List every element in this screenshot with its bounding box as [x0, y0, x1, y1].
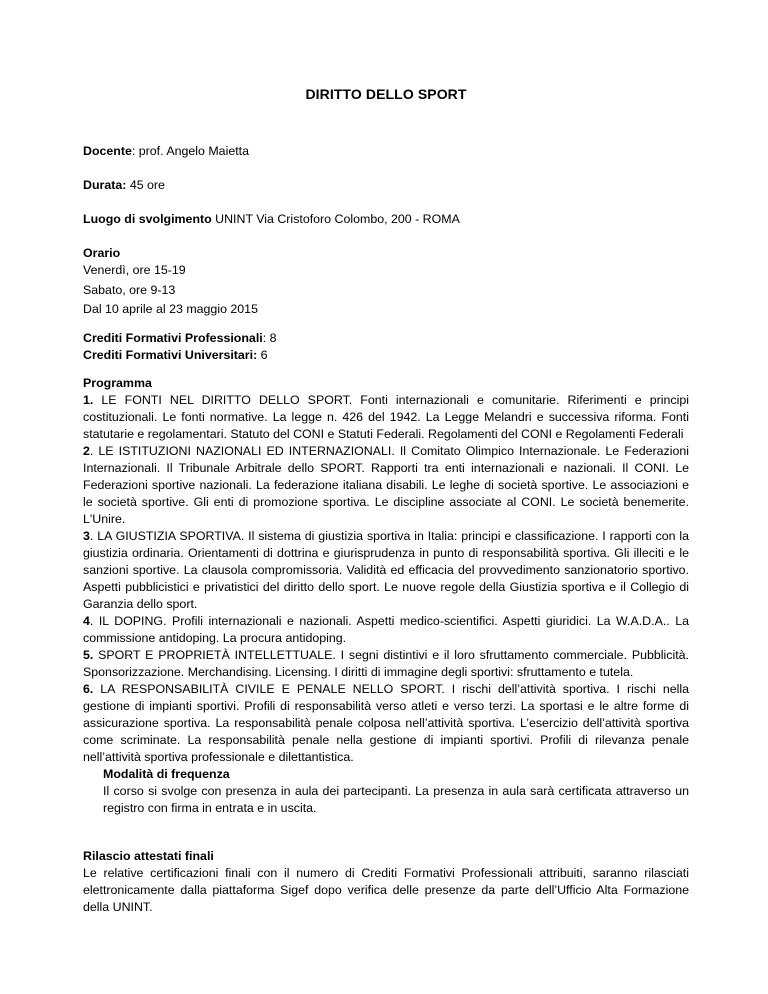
crediti-universitari-line: [83, 347, 689, 364]
crediti-universitari-value: 6: [257, 348, 268, 362]
programma-item-6: [83, 681, 689, 766]
programma-label: Programma: [83, 376, 152, 390]
programma-item-3: [83, 528, 689, 613]
programma-item-text: . LE ISTITUZIONI NAZIONALI ED INTERNAZIONALI. Il Comitato Olimpico Internazionale. Le Federazioni Internazionali. Il Tribunale Arbitrale dello SPORT. Rapporti tra enti internazionali e nazionali. Il CONI. Le Federazioni sportive nazionali. La federazione italiana disabili. Le leghe di società sportive. Le associazioni e le società sportive. Gli enti di promozione sportiva. Le discipline associate al CONI. Le società benemerite. L'Unire.: [83, 444, 689, 526]
programma-item-2: [83, 443, 689, 528]
programma-item-1: [83, 392, 689, 443]
crediti-professionali-label: Crediti Formativi Professionali: [83, 331, 263, 345]
page-title: DIRITTO DELLO SPORT: [305, 86, 467, 102]
crediti-universitari-label: Crediti Formativi Universitari:: [83, 348, 258, 362]
docente-line: [83, 143, 689, 160]
programma-item-number: 4: [83, 614, 90, 628]
programma-item-text: LA RESPONSABILITÀ CIVILE E PENALE NELLO SPORT. I rischi dell’attività sportiva. I rischi nella gestione di impianti sportivi. Profili di responsabilità verso atleti e verso terzi. La sportasi e le altre forme di assicurazione sportiva. La responsabilità penale colposa nell’attività sportiva. L’esercizio dell’attività sportiva come scriminate. La responsabilità penale nella gestione di impianti sportivi. Profili di rilevanza penale nell’attività sportiva professionale e dilettantistica.: [83, 682, 689, 764]
programma-item-5: [83, 647, 689, 681]
programma-item-number: 6.: [83, 682, 94, 696]
frequenza-label: Modalità di frequenza: [103, 767, 230, 781]
frequenza-text: Il corso si svolge con presenza in aula dei partecipanti. La presenza in aula sarà certificata attraverso un registro con firma in entrata e in uscita.: [103, 784, 689, 815]
luogo-line: [83, 211, 689, 228]
luogo-label: Luogo di svolgimento: [83, 212, 212, 226]
docente-label: Docente: [83, 144, 132, 158]
programma-item-number: 1.: [83, 393, 94, 407]
programma-item-text: . LA GIUSTIZIA SPORTIVA. Il sistema di giustizia sportiva in Italia: principi e classificazione. I rapporti con la giustizia ordinaria. Orientamenti di dottrina e giurisprudenza in punto di responsabilità sportiva. Gli illeciti e le sanzioni sportive. La clausola compromissoria. Validità ed efficacia del provvedimento sanzionatorio sportivo. Aspetti pubblicistici e privatistici del diritto dello sport. Le nuove regole della Giustizia sportiva e il Collegio di Garanzia dello sport.: [83, 529, 689, 611]
crediti-professionali-value: : 8: [262, 331, 277, 345]
orario-line-2: Sabato, ore 9-13: [83, 283, 176, 297]
programma-item-number: 2: [83, 444, 90, 458]
attestati-section: [83, 848, 689, 916]
orario-line-3: Dal 10 aprile al 23 maggio 2015: [83, 302, 258, 316]
attestati-text: Le relative certificazioni finali con il numero di Crediti Formativi Professionali attribuiti, saranno rilasciati elettronicamente dalla piattaforma Sigef dopo verifica delle presenze da parte dell’Ufficio Alta Formazione della UNINT.: [83, 866, 689, 914]
programma-item-number: 5.: [83, 648, 94, 662]
programma-item-number: 3: [83, 529, 90, 543]
durata-line: [83, 177, 689, 194]
frequenza-section: [103, 766, 689, 817]
programma-section: [83, 375, 689, 766]
durata-label: Durata:: [83, 178, 127, 192]
orario-label: Orario: [83, 246, 121, 260]
crediti-professionali-line: [83, 330, 689, 347]
programma-item-text: SPORT E PROPRIETÀ INTELLETTUALE. I segni distintivi e il loro sfruttamento commerciale. Pubblicità. Sponsorizzazione. Merchandising. Licensing. I diritti di immagine degli sportivi: sfruttamento e tutela.: [83, 648, 689, 679]
programma-item-text: LE FONTI NEL DIRITTO DELLO SPORT. Fonti internazionali e comunitarie. Riferimenti e principi costituzionali. Le fonti normative. La legge n. 426 del 1942. La Legge Melandri e successiva riforma. Fonti statutarie e regolamentari. Statuto del CONI e Statuti Federali. Regolamenti del CONI e Regolamenti Federali: [83, 393, 689, 441]
programma-item-4: [83, 613, 689, 647]
programma-item-text: . IL DOPING. Profili internazionali e nazionali. Aspetti medico-scientifici. Aspetti giuridici. La W.A.D.A.. La commissione antidoping. La procura antidoping.: [83, 614, 689, 645]
durata-value: 45 ore: [126, 178, 165, 192]
attestati-label: Rilascio attestati finali: [83, 849, 214, 863]
docente-value: : prof. Angelo Maietta: [131, 144, 249, 158]
orario-line-1: Venerdì, ore 15-19: [83, 263, 186, 277]
luogo-value: UNINT Via Cristoforo Colombo, 200 - ROMA: [211, 212, 460, 226]
